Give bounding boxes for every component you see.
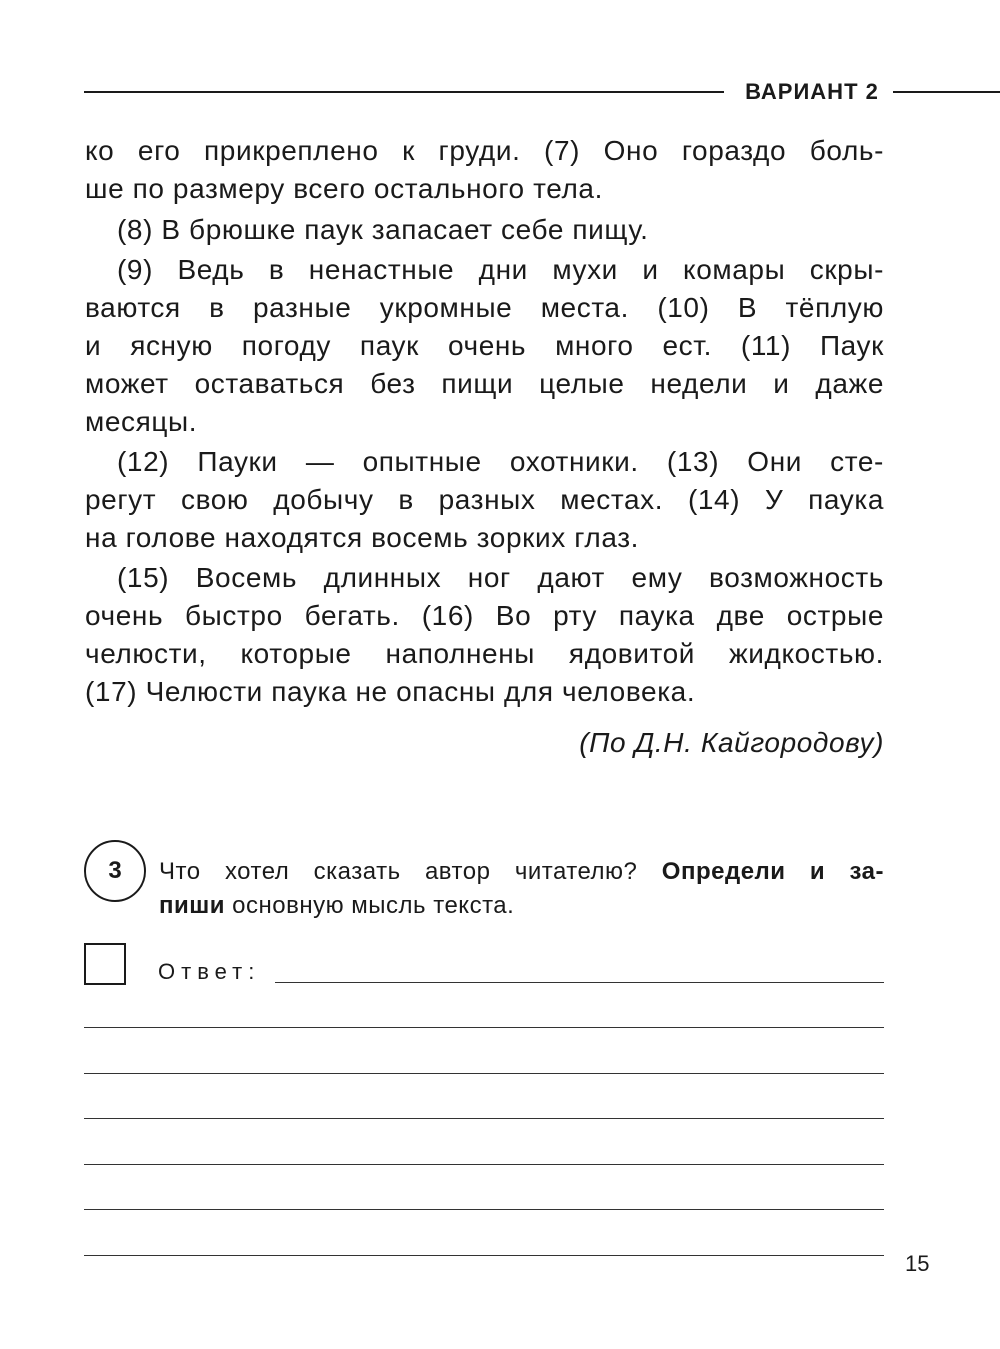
text-line: (12) Пауки — опытные охотники. (13) Они сте- — [117, 446, 884, 477]
header-rule-right — [893, 91, 1000, 93]
text-line: (9) Ведь в ненастные дни мухи и комары скры- — [117, 254, 884, 285]
paragraph-4 — [85, 443, 884, 557]
answer-line[interactable] — [84, 1255, 884, 1256]
text-line: (17) Челюсти паука не опасны для человека. — [85, 676, 696, 707]
task-prompt-line-2 — [159, 889, 884, 923]
text-line: месяцы. — [85, 406, 198, 437]
text-line: ше по размеру всего остального тела. — [85, 173, 603, 204]
text-line: очень быстро бегать. (16) Во рту паука две острые — [85, 600, 884, 631]
paragraph-2 — [85, 211, 884, 249]
text-line: ко его прикреплено к груди. (7) Оно гораздо боль- — [85, 135, 884, 166]
task-prompt-plain: Что хотел сказать автор читателю? — [159, 858, 662, 885]
task-number-badge — [84, 840, 146, 902]
text-line: (15) Восемь длинных ног дают ему возможность — [117, 562, 884, 593]
task-prompt-line-1 — [159, 855, 884, 889]
text-line: челюсти, которые наполнены ядовитой жидкостью. — [85, 638, 884, 669]
task-prompt — [159, 855, 884, 923]
answer-line[interactable] — [84, 1073, 884, 1074]
task-prompt-bold: пиши — [159, 892, 226, 919]
paragraph-3 — [85, 251, 884, 441]
answer-line[interactable] — [84, 1118, 884, 1119]
text-line: регут свою добычу в разных местах. (14) У паука — [85, 484, 884, 515]
task-prompt-bold: Определи и за- — [661, 858, 884, 885]
source-attribution: (По Д.Н. Кайгородову) — [579, 727, 884, 758]
text-line: и ясную погоду паук очень много ест. (11) Паук — [85, 330, 884, 361]
paragraph-5 — [85, 559, 884, 711]
text-line: ваются в разные укромные места. (10) В тёплую — [85, 292, 884, 323]
paragraph-1 — [85, 132, 884, 208]
text-line: может оставаться без пищи целые недели и даже — [85, 368, 884, 399]
answer-line[interactable] — [84, 1209, 884, 1210]
header-rule-left — [84, 91, 724, 93]
task-number: 3 — [108, 857, 122, 884]
variant-label: ВАРИАНТ 2 — [745, 79, 879, 104]
answer-checkbox[interactable] — [84, 943, 126, 985]
answer-line[interactable] — [84, 1164, 884, 1165]
task-prompt-plain: основную мысль текста. — [225, 892, 515, 919]
page-number: 15 — [905, 1251, 930, 1276]
answer-line[interactable] — [84, 1027, 884, 1028]
text-line: (8) В брюшке паук запасает себе пищу. — [117, 214, 649, 245]
answer-label: Ответ: — [158, 959, 261, 984]
text-line: на голове находятся восемь зорких глаз. — [85, 522, 640, 553]
answer-line[interactable] — [275, 982, 884, 983]
